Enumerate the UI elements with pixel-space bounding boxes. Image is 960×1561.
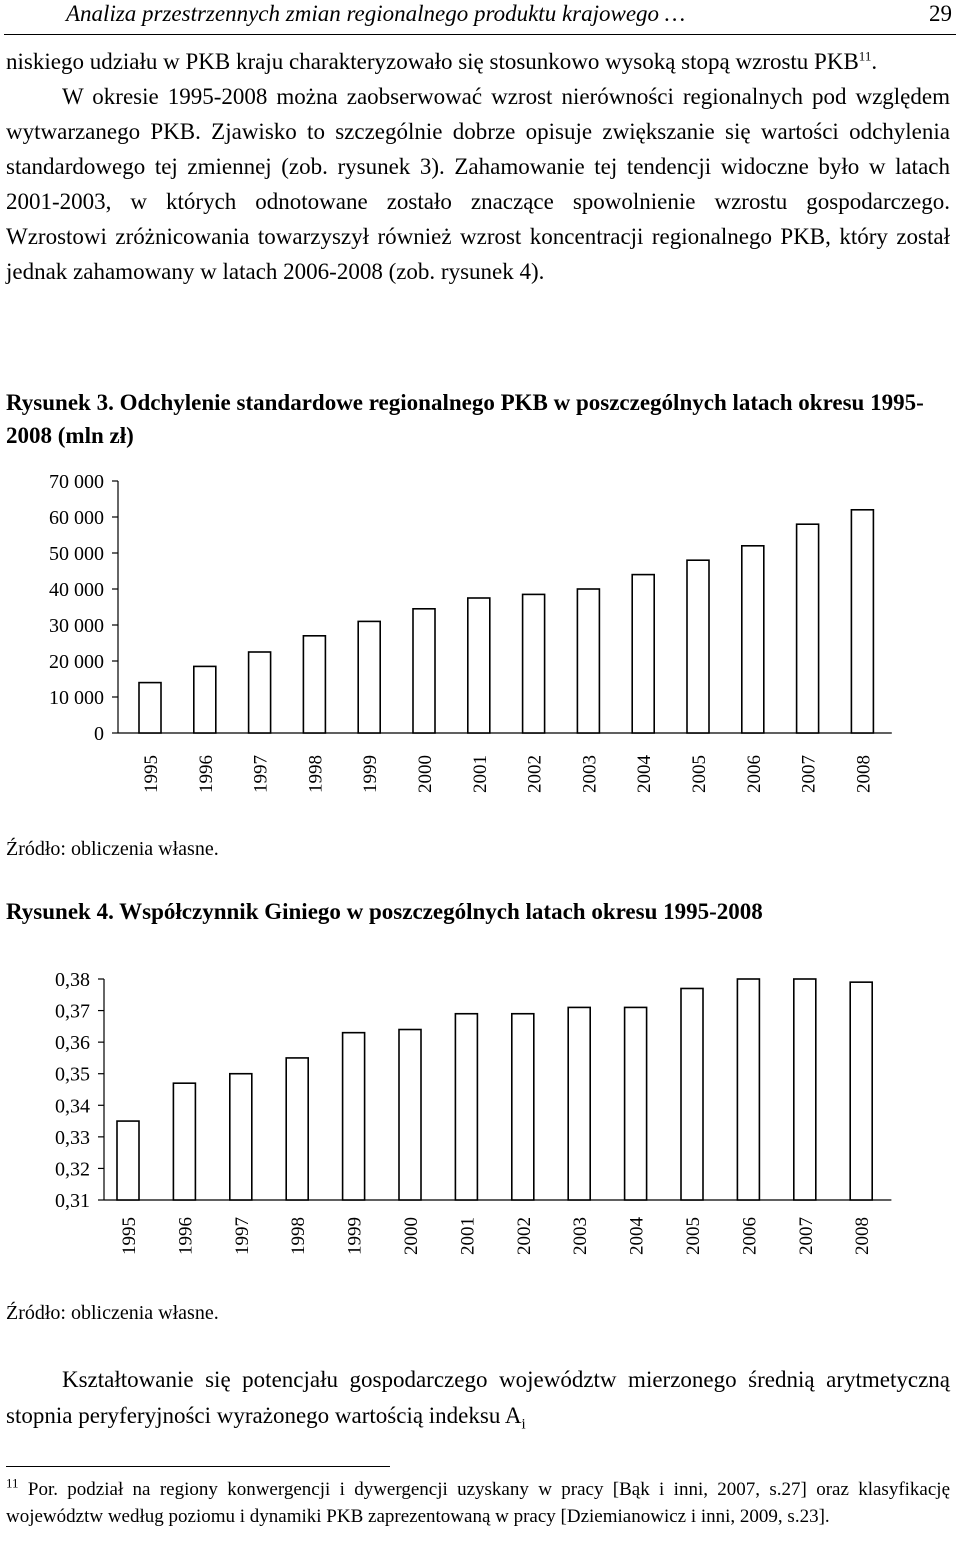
- x-tick-label: 1996: [195, 755, 217, 793]
- bar: [851, 510, 873, 733]
- bar: [512, 1014, 534, 1200]
- paragraph-3: [6, 1362, 950, 1443]
- footnote-separator: [6, 1466, 390, 1467]
- index-subscript: i: [521, 1416, 526, 1433]
- y-tick-label: 50 000: [49, 543, 104, 565]
- bar: [173, 1083, 195, 1200]
- x-tick-label: 1996: [175, 1217, 197, 1255]
- x-tick-label: 2000: [401, 1217, 422, 1255]
- bar: [230, 1074, 252, 1200]
- bar: [625, 1007, 647, 1200]
- paragraph-1-text: niskiego udziału w PKB kraju charakteryzowało się stosunkowo wysoką stopą wzrostu PKB: [6, 49, 859, 74]
- y-tick-label: 0,32: [55, 1158, 90, 1181]
- bar: [577, 589, 599, 733]
- x-tick-label: 1997: [231, 1217, 253, 1255]
- bar: [687, 560, 709, 733]
- y-tick-label: 10 000: [49, 687, 104, 709]
- x-tick-label: 1995: [141, 755, 162, 793]
- running-title: Analiza przestrzennych zmian regionalnego produktu krajowego …: [66, 1, 686, 26]
- bar: [455, 1014, 477, 1200]
- bar: [742, 546, 764, 733]
- y-tick-label: 0,33: [55, 1126, 90, 1149]
- y-tick-label: 60 000: [49, 507, 104, 529]
- y-tick-label: 0,35: [55, 1063, 90, 1086]
- x-tick-label: 1995: [119, 1217, 140, 1255]
- x-tick-label: 2004: [626, 1217, 648, 1255]
- bar: [468, 598, 490, 733]
- x-tick-label: 2003: [579, 755, 601, 793]
- y-tick-label: 0,37: [55, 1000, 90, 1023]
- page-number: 29: [929, 1, 952, 26]
- paragraph-1-end: .: [871, 49, 878, 74]
- y-tick-label: 20 000: [49, 651, 104, 673]
- x-tick-label: 2005: [689, 755, 710, 793]
- x-tick-label: 2005: [683, 1217, 704, 1255]
- figure-4-chart: [0, 955, 960, 1285]
- y-tick-label: 0,31: [55, 1190, 90, 1212]
- bar: [632, 575, 654, 733]
- bar: [286, 1058, 308, 1200]
- bar: [249, 652, 271, 733]
- y-tick-label: 40 000: [49, 579, 104, 601]
- x-tick-label: 2006: [743, 755, 765, 793]
- x-tick-label: 2007: [798, 755, 820, 793]
- footnote-number: 11: [6, 1475, 19, 1491]
- y-tick-label: 0,36: [55, 1032, 90, 1055]
- x-tick-label: 2002: [513, 1217, 535, 1255]
- bar: [139, 683, 161, 733]
- x-tick-label: 2008: [852, 1217, 874, 1255]
- x-tick-label: 2004: [634, 755, 656, 793]
- figure-4-source: Źródło: obliczenia własne.: [6, 1302, 219, 1324]
- x-tick-label: 2006: [739, 1217, 761, 1255]
- x-tick-label: 2001: [469, 755, 491, 793]
- x-tick-label: 2000: [415, 755, 436, 793]
- footnote-ref: 11: [858, 48, 872, 64]
- figure-3-caption: Rysunek 3. Odchylenie standardowe regionalnego PKB w poszczególnych latach okresu 1995-2008 (mln zł): [6, 390, 924, 448]
- bar: [117, 1121, 139, 1200]
- figure-4-caption: Rysunek 4. Współczynnik Giniego w poszczególnych latach okresu 1995-2008: [6, 899, 763, 924]
- footnote: [6, 1476, 950, 1530]
- y-tick-label: 70 000: [49, 471, 104, 493]
- x-tick-label: 1999: [360, 755, 382, 793]
- bar: [850, 982, 872, 1200]
- x-tick-label: 1997: [250, 755, 272, 793]
- x-tick-label: 2008: [853, 755, 875, 793]
- bar: [794, 979, 816, 1200]
- bar: [399, 1030, 421, 1200]
- y-tick-label: 0,34: [55, 1095, 90, 1118]
- bar: [523, 594, 545, 733]
- x-tick-label: 2002: [524, 755, 546, 793]
- bar: [681, 988, 703, 1200]
- footnote-text: Por. podział na regiony konwergencji i dywergencji uzyskany w pracy [Bąk i inni, 2007, s.27] oraz klasyfikację województw według poziomu i dynamiki PKB zaprezentowaną w pracy [Dziemianowicz i inni, 2009, s.23].: [6, 1479, 951, 1527]
- x-tick-label: 1999: [344, 1217, 366, 1255]
- bar: [194, 666, 216, 733]
- bar: [303, 636, 325, 733]
- bar: [343, 1033, 365, 1200]
- paragraph-continuation: [6, 44, 950, 289]
- figure-3-chart: [0, 455, 960, 815]
- x-tick-label: 1998: [305, 755, 327, 793]
- bar: [358, 621, 380, 733]
- paragraph-3-text: Kształtowanie się potencjału gospodarczego województw mierzonego średnią arytmetyczną stopnia peryferyjności wyrażonego wartością indeksu A: [6, 1367, 950, 1428]
- x-tick-label: 2007: [795, 1217, 817, 1255]
- bar: [568, 1007, 590, 1200]
- bar: [413, 609, 435, 733]
- x-tick-label: 2003: [570, 1217, 592, 1255]
- bar: [737, 979, 759, 1200]
- figure-3-source: Źródło: obliczenia własne.: [6, 838, 219, 860]
- y-tick-label: 30 000: [49, 615, 104, 637]
- y-tick-label: 0,38: [55, 969, 90, 991]
- y-tick-label: 0: [94, 723, 104, 745]
- running-header: [4, 0, 956, 35]
- bar: [797, 524, 819, 733]
- x-tick-label: 1998: [288, 1217, 310, 1255]
- x-tick-label: 2001: [457, 1217, 479, 1255]
- paragraph-2: W okresie 1995-2008 można zaobserwować wzrost nierówności regionalnych pod względem wytwarzanego PKB. Zjawisko to szczególnie dobrze opisuje zwiększanie się wartości odchylenia standardowego tej zmiennej (zob. rysunek 3). Zahamowanie tej tendencji widoczne było w latach 2001-2003, w których odnotowane zostało znaczące spowolnienie wzrostu gospodarczego. Wzrostowi zróżnicowania towarzyszył również wzrost koncentracji regionalnego PKB, który został jednak zahamowany w latach 2006-2008 (zob. rysunek 4).: [6, 84, 950, 284]
